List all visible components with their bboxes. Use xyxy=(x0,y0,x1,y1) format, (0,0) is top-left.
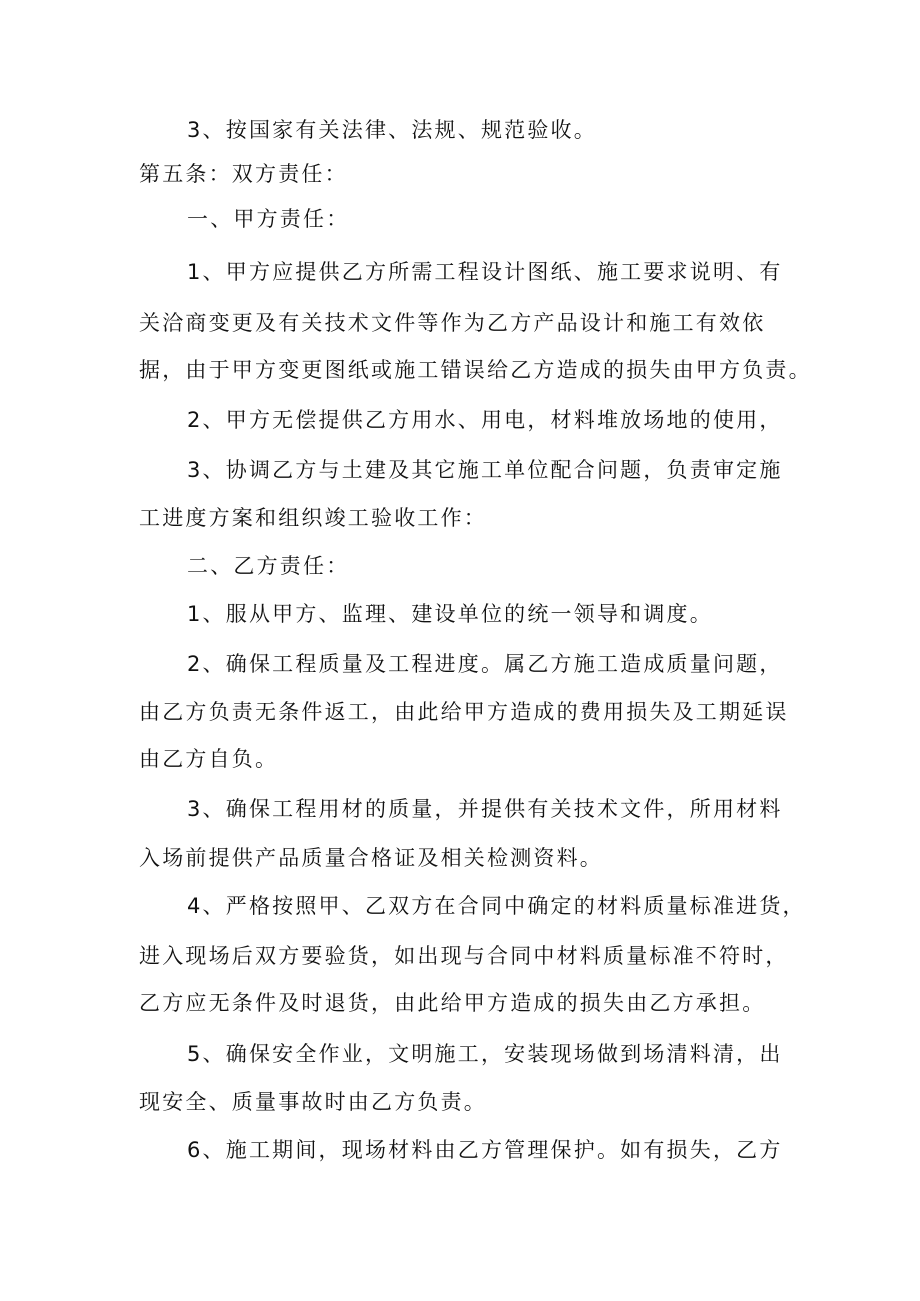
party-b-item-4-line-2: 进入现场后双方要验货，如出现与合同中材料质量标准不符时， xyxy=(139,944,789,968)
party-b-item-6-line-1: 6、施工期间，现场材料由乙方管理保护。如有损失，乙方 xyxy=(187,1138,783,1162)
party-b-item-4-line-1: 4、严格按照甲、乙双方在合同中确定的材料质量标准进货， xyxy=(187,894,806,918)
party-b-item-5-line-2: 现安全、质量事故时由乙方负责。 xyxy=(139,1090,487,1114)
party-a-item-3-line-1: 3、协调乙方与土建及其它施工单位配合问题，负责审定施 xyxy=(187,458,783,482)
party-b-item-2-line-1: 2、确保工程质量及工程进度。属乙方施工造成质量问题， xyxy=(187,652,783,676)
party-a-item-1-line-1: 1、甲方应提供乙方所需工程设计图纸、施工要求说明、有 xyxy=(187,260,783,284)
party-b-item-2-line-2: 由乙方负责无条件返工，由此给甲方造成的费用损失及工期延误 xyxy=(139,700,789,724)
party-b-item-2-line-3: 由乙方自负。 xyxy=(139,747,279,771)
article-5-heading: 第五条：双方责任： xyxy=(139,162,348,186)
clause-4-item-3: 3、按国家有关法律、法规、规范验收。 xyxy=(187,118,597,142)
party-a-item-1-line-3: 据，由于甲方变更图纸或施工错误给乙方造成的损失由甲方负责。 xyxy=(139,358,812,382)
party-b-item-3-line-1: 3、确保工程用材的质量，并提供有关技术文件，所用材料 xyxy=(187,797,783,821)
party-a-item-2: 2、甲方无偿提供乙方用水、用电，材料堆放场地的使用， xyxy=(187,408,783,432)
party-a-heading: 一、甲方责任： xyxy=(187,207,350,231)
party-b-item-5-line-1: 5、确保安全作业，文明施工，安装现场做到场清料清，出 xyxy=(187,1042,783,1066)
party-b-heading: 二、乙方责任： xyxy=(187,554,350,578)
party-a-item-3-line-2: 工进度方案和组织竣工验收工作： xyxy=(139,506,487,530)
party-a-item-1-line-2: 关洽商变更及有关技术文件等作为乙方产品设计和施工有效依 xyxy=(139,311,766,335)
party-b-item-4-line-3: 乙方应无条件及时退货，由此给甲方造成的损失由乙方承担。 xyxy=(139,991,766,1015)
party-b-item-1: 1、服从甲方、监理、建设单位的统一领导和调度。 xyxy=(187,602,713,626)
party-b-item-3-line-2: 入场前提供产品质量合格证及相关检测资料。 xyxy=(139,846,603,870)
